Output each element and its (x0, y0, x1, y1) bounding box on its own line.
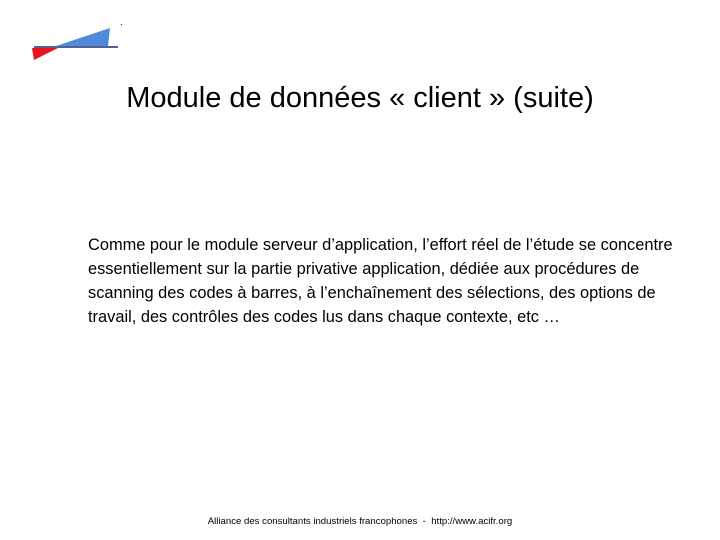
slide-body (88, 233, 688, 329)
slide-title: Module de données « client » (suite) (126, 82, 594, 114)
logo (30, 24, 122, 64)
flag-swoosh-logo-icon (30, 24, 122, 64)
logo-tick (121, 24, 122, 25)
logo-red-wedge (32, 48, 58, 60)
logo-blue-wedge (56, 28, 110, 46)
slide-footer: Alliance des consultants industriels francophones - http://www.acifr.org (207, 516, 513, 527)
body-paragraph: Comme pour le module serveur d’application, l’effort réel de l’étude se concentre essentiellement sur la partie privative application, dédiée aux procédures de scanning des codes à barres, à l’enchaînement des sélections, des options de travail, des contrôles des codes lus dans chaque contexte, etc … (88, 236, 673, 326)
